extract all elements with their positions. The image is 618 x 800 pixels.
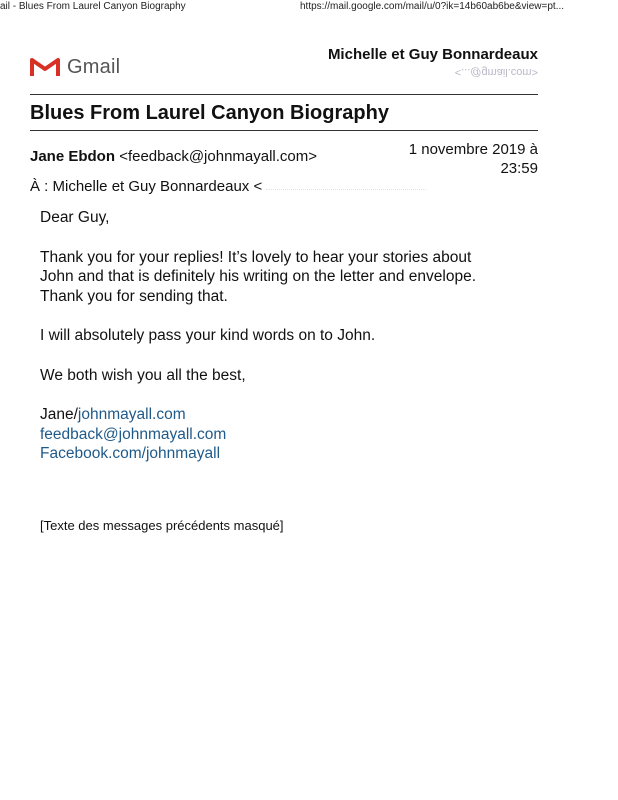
paragraph-1-line-3: Thank you for sending that.	[40, 287, 228, 305]
print-header	[0, 0, 618, 16]
message-date-day: 1 novembre 2019 à	[408, 141, 538, 158]
paragraph-1-line-1: Thank you for your replies! It’s lovely to hear your stories about	[40, 248, 472, 266]
facebook-link[interactable]: Facebook.com/johnmayall	[40, 445, 221, 462]
account-name: Michelle et Guy Bonnardeaux	[327, 46, 538, 63]
website-link[interactable]: johnmayall.com	[77, 406, 186, 423]
gmail-wordmark: Gmail	[67, 55, 121, 78]
greeting: Dear Guy,	[40, 209, 110, 226]
gmail-logo	[30, 54, 120, 80]
hidden-quoted-text[interactable]: [Texte des messages précédents masqué]	[40, 518, 284, 533]
sender-name: Jane Ebdon	[30, 148, 116, 165]
email-subject: Blues From Laurel Canyon Biography	[30, 102, 389, 124]
message-body	[40, 208, 540, 464]
header-divider	[30, 94, 538, 95]
paragraph-3: We both wish you all the best,	[40, 366, 246, 384]
message-date	[380, 140, 538, 178]
paragraph-1-line-2: John and that is definitely his writing on the letter and envelope.	[40, 268, 476, 285]
gmail-m-icon	[30, 56, 60, 78]
signature-line-1	[40, 405, 540, 425]
recipient-line	[30, 178, 426, 195]
print-title: ail - Blues From Laurel Canyon Biography	[0, 1, 186, 12]
print-url: https://mail.google.com/mail/u/0?ik=14b60ab6be&view=pt...	[300, 1, 565, 12]
recipient-label: À : Michelle et Guy Bonnardeaux <	[30, 178, 263, 195]
paragraph-2: I will absolutely pass your kind words on to John.	[40, 327, 376, 344]
recipient-redacted	[266, 185, 426, 190]
account-email: <...@gmail.com>	[454, 66, 538, 78]
message-date-time: 23:59	[500, 160, 538, 177]
email-link[interactable]: feedback@johnmayall.com	[40, 425, 227, 443]
sender-line	[30, 148, 317, 165]
sender-email: <feedback@johnmayall.com>	[119, 148, 318, 165]
signature-name: Jane/	[40, 406, 78, 423]
subject-divider	[30, 130, 538, 131]
